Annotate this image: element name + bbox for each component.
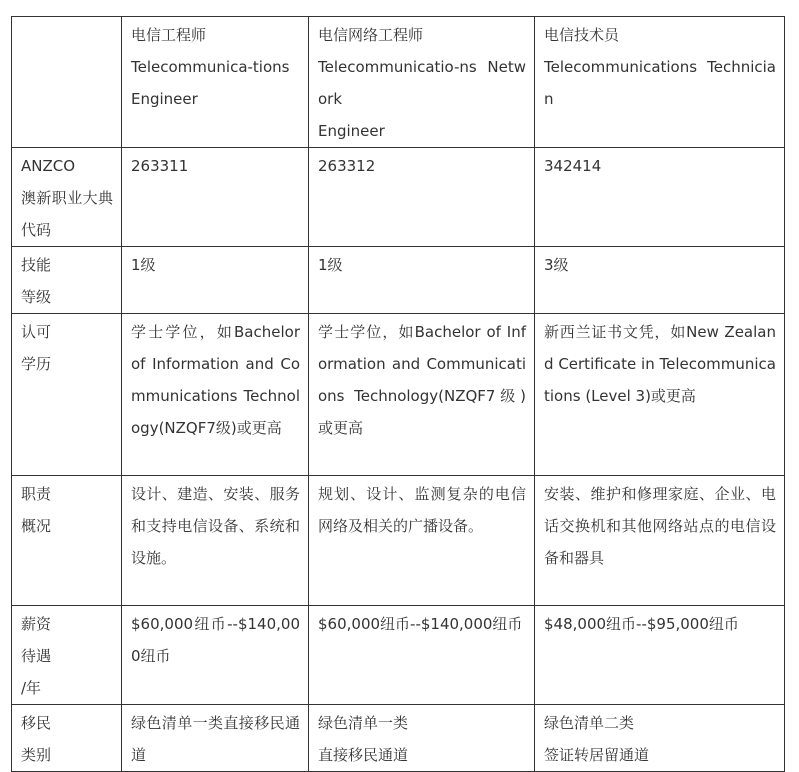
cell-line: 直接移民通道 <box>318 746 409 764</box>
row-qualification <box>12 314 785 476</box>
header-zh: 电信技术员 <box>544 26 620 44</box>
cell-skill-technician: 3级 <box>535 247 785 314</box>
cell-duties-telecom-engineer: 设计、建造、安装、服务和支持电信设备、系统和设施。 <box>122 476 309 606</box>
cell-salary-network-engineer: $60,000纽币--$140,000纽币 <box>309 606 535 705</box>
cell-line: 绿色清单二类 <box>544 714 635 732</box>
cell-qualification-network-engineer: 学士学位，如Bachelor of Information and Communications Technology(NZQF7级)或更高 <box>309 314 535 476</box>
row-label-line: 薪资 <box>21 615 52 633</box>
row-label-line: 移民 <box>21 714 52 732</box>
cell-immigration-network-engineer <box>309 705 535 772</box>
row-label-line: ANZCO <box>21 157 76 175</box>
cell-qualification-technician: 新西兰证书文凭，如New Zealand Certificate in Telecommunications (Level 3)或更高 <box>535 314 785 476</box>
row-label-line: 职责 <box>21 485 52 503</box>
cell-line: 绿色清单一类 <box>318 714 409 732</box>
cell-immigration-telecom-engineer: 绿色清单一类直接移民通道 <box>122 705 309 772</box>
row-label-line: 等级 <box>21 288 52 306</box>
row-anzco <box>12 148 785 247</box>
header-en: Telecommunicatio-ns Network <box>318 58 526 108</box>
row-skill-level <box>12 247 785 314</box>
header-zh: 电信网络工程师 <box>318 26 424 44</box>
cell-qualification-telecom-engineer: 学士学位，如Bachelor of Information and Communications Technology(NZQF7级)或更高 <box>122 314 309 476</box>
row-salary <box>12 606 785 705</box>
header-en: Engineer <box>318 122 385 140</box>
occupation-table-container <box>11 16 784 772</box>
row-label <box>12 148 122 247</box>
cell-anzco-network-engineer: 263312 <box>309 148 535 247</box>
row-label <box>12 314 122 476</box>
row-label-line: 学历 <box>21 355 52 373</box>
row-label-line: 澳新职业大典代码 <box>21 189 113 239</box>
row-label-line: 认可 <box>21 323 52 341</box>
row-immigration <box>12 705 785 772</box>
cell-skill-network-engineer: 1级 <box>309 247 535 314</box>
cell-skill-telecom-engineer: 1级 <box>122 247 309 314</box>
row-label-line: 概况 <box>21 517 52 535</box>
header-en: Telecommunica-tions <box>131 58 290 76</box>
header-cell-technician <box>535 17 785 148</box>
header-cell-telecom-engineer <box>122 17 309 148</box>
cell-duties-network-engineer: 规划、设计、监测复杂的电信网络及相关的广播设备。 <box>309 476 535 606</box>
row-label-line: /年 <box>21 679 42 697</box>
cell-salary-technician: $48,000纽币--$95,000纽币 <box>535 606 785 705</box>
cell-duties-technician: 安装、维护和修理家庭、企业、电话交换机和其他网络站点的电信设备和器具 <box>535 476 785 606</box>
row-label-line: 类别 <box>21 746 52 764</box>
cell-anzco-technician: 342414 <box>535 148 785 247</box>
row-label <box>12 476 122 606</box>
row-label <box>12 606 122 705</box>
header-empty-cell <box>12 17 122 148</box>
cell-immigration-technician <box>535 705 785 772</box>
row-duties <box>12 476 785 606</box>
row-label <box>12 247 122 314</box>
header-row <box>12 17 785 148</box>
row-label-line: 待遇 <box>21 647 52 665</box>
header-en: Engineer <box>131 90 198 108</box>
header-cell-network-engineer <box>309 17 535 148</box>
header-zh: 电信工程师 <box>131 26 207 44</box>
row-label <box>12 705 122 772</box>
header-en: Telecommunications Technician <box>544 58 776 108</box>
cell-line: 签证转居留通道 <box>544 746 650 764</box>
row-label-line: 技能 <box>21 256 52 274</box>
occupation-table <box>11 16 785 772</box>
cell-anzco-telecom-engineer: 263311 <box>122 148 309 247</box>
cell-salary-telecom-engineer: $60,000纽币--$140,000纽币 <box>122 606 309 705</box>
